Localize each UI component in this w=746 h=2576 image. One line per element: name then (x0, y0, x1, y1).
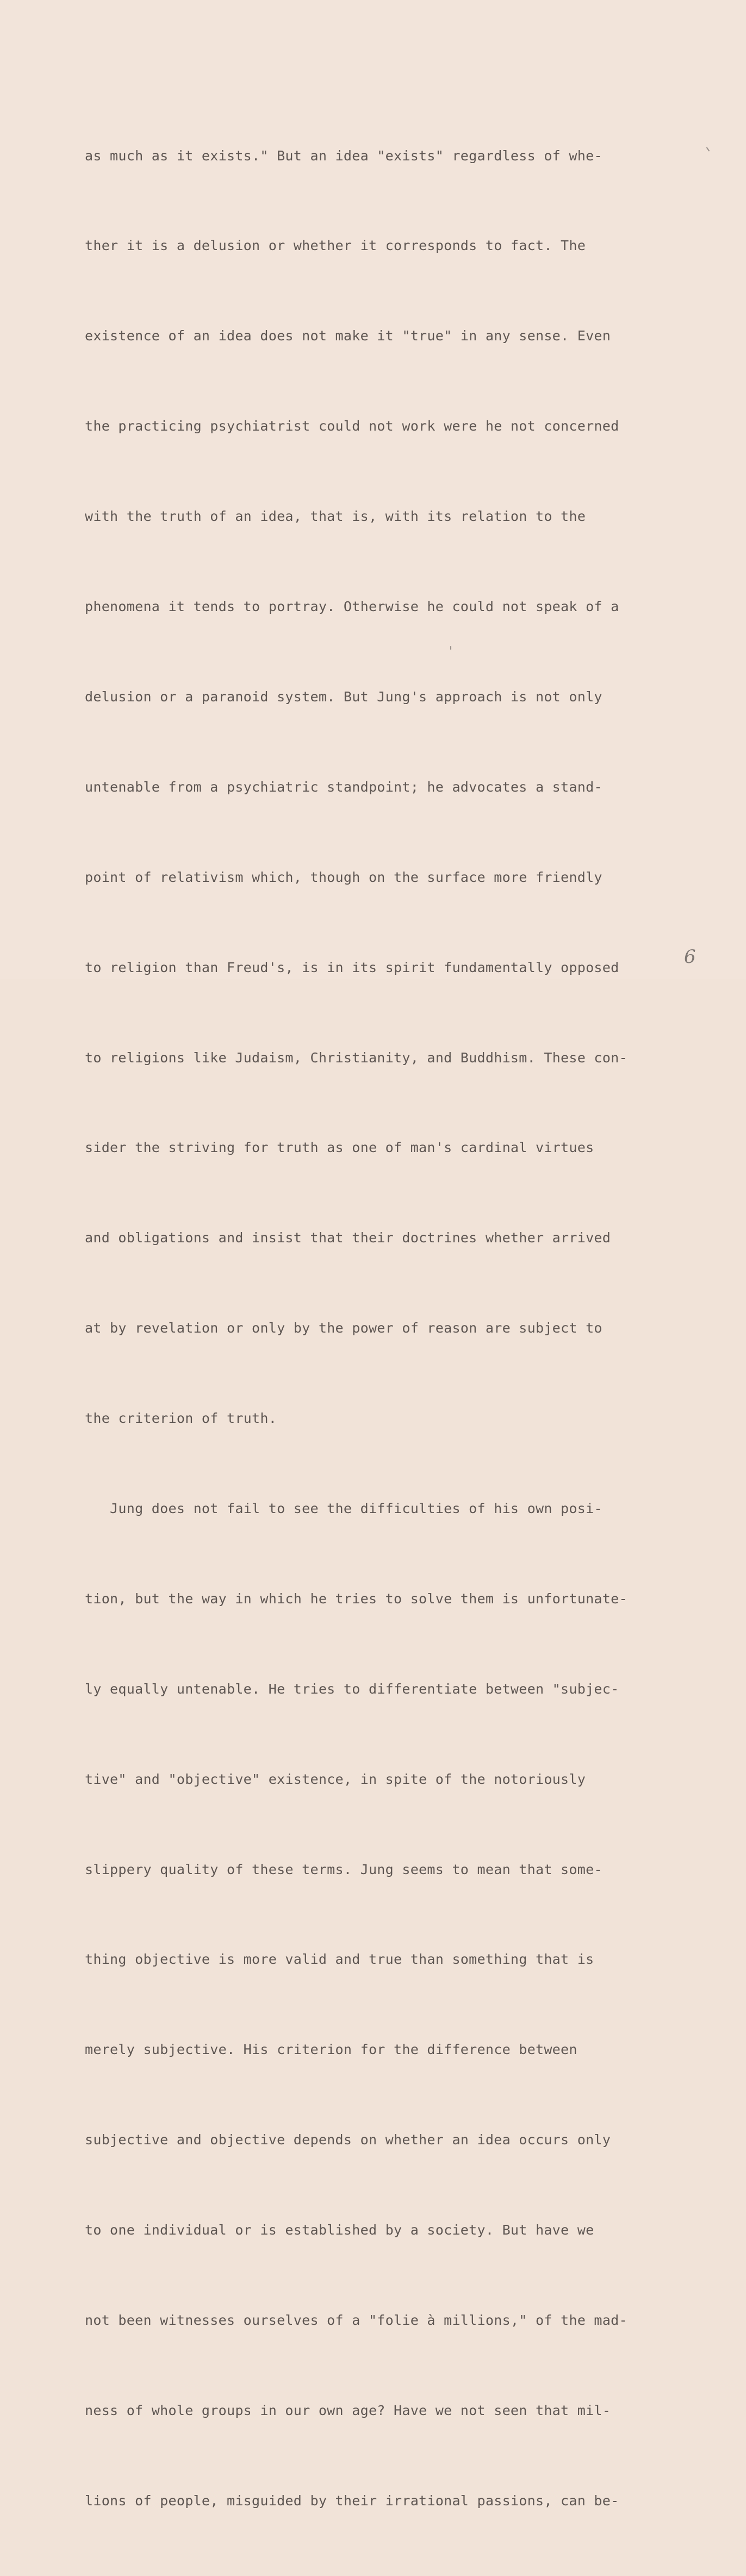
text-line: existence of an idea does not make it "true" in any sense. Even (85, 328, 611, 344)
body-text (85, 80, 683, 2576)
text-line: to one individual or is established by a society. But have we (85, 2222, 594, 2238)
text-line: delusion or a paranoid system. But Jung's approach is not only (85, 688, 602, 705)
paper-mark (450, 646, 451, 650)
text-line: Jung does not fail to see the difficulties of his own posi- (85, 1500, 602, 1516)
text-line: merely subjective. His criterion for the difference between (85, 2042, 577, 2058)
text-line: thing objective is more valid and true than something that is (85, 1951, 594, 1968)
text-line: tive" and "objective" existence, in spite of the notoriously (85, 1771, 586, 1787)
text-line: ly equally untenable. He tries to differentiate between "subjec- (85, 1681, 619, 1697)
text-line: to religion than Freud's, is in its spirit fundamentally opposed (85, 959, 619, 975)
text-line: lions of people, misguided by their irrational passions, can be- (85, 2492, 619, 2509)
text-line: not been witnesses ourselves of a "folie à millions," of the mad- (85, 2312, 627, 2328)
text-line: point of relativism which, though on the surface more friendly (85, 869, 602, 885)
page-number: 6 (684, 946, 696, 968)
text-line: at by revelation or only by the power of reason are subject to (85, 1320, 602, 1336)
paper-mark (706, 147, 710, 152)
text-line: ness of whole groups in our own age? Have we not seen that mil- (85, 2402, 611, 2418)
text-line: subjective and objective depends on whether an idea occurs only (85, 2132, 611, 2148)
text-line: phenomena it tends to portray. Otherwise he could not speak of a (85, 599, 619, 615)
text-line: slippery quality of these terms. Jung seems to mean that some- (85, 1861, 602, 1877)
text-line: ther it is a delusion or whether it corresponds to fact. The (85, 238, 586, 254)
text-line: and obligations and insist that their doctrines whether arrived (85, 1230, 611, 1246)
text-line: tion, but the way in which he tries to solve them is unfortunate- (85, 1590, 627, 1607)
text-line: sider the striving for truth as one of man's cardinal virtues (85, 1140, 594, 1156)
text-line: untenable from a psychiatric standpoint; he advocates a stand- (85, 779, 602, 795)
text-line: as much as it exists." But an idea "exists" regardless of whe- (85, 147, 602, 164)
text-line: the practicing psychiatrist could not work were he not concerned (85, 418, 619, 434)
text-line: to religions like Judaism, Christianity, and Buddhism. These con- (85, 1049, 627, 1066)
text-line: the criterion of truth. (85, 1410, 277, 1427)
text-line: with the truth of an idea, that is, with its relation to the (85, 508, 586, 525)
